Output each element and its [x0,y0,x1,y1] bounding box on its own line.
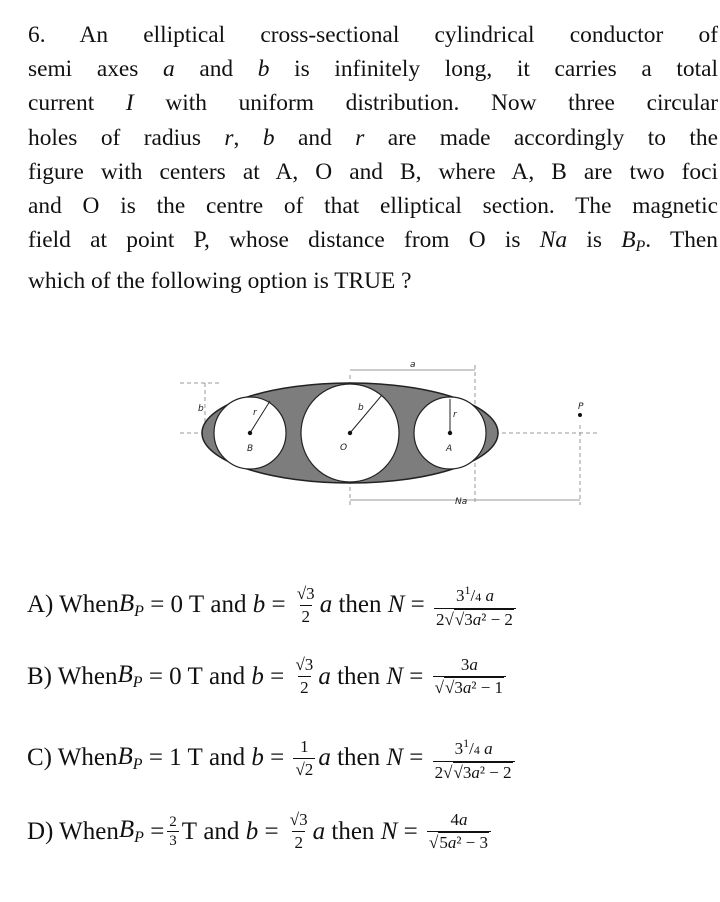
question-line-1: 6. An elliptical cross-sectional cylindrical conductor of [28,22,718,48]
label-b-point: B [247,444,254,454]
label-o: O [340,443,348,453]
option-d[interactable]: D) When $B_P$ = $\frac{2}{3}$ T and b = $\frac{√3}{2}$ a then N = $\frac{4a}{\text{√5a² − 3}}$ [27,810,494,853]
label-a-point: A [446,444,453,454]
option-a[interactable]: A) When $B_P$ = 0 T and b = $\frac{√3}{2}$ a then N = $\frac{3^1/4 a}{\text{2√√3a² − 2}}$ [27,580,519,630]
conductor-figure [160,355,620,515]
question-line-3: current I with uniform distribution. Now three circular [28,90,718,117]
question-line-8: which of the following option is TRUE ? [28,268,412,295]
question-text [28,18,718,299]
question-line-6: and O is the centre of that elliptical section. The magnetic [28,193,718,220]
option-c[interactable]: C) When $B_P$ = 1 T and b = $\frac{1}{√2}$ a then N = $\frac{3^1/4 a}{\text{2√√3a² − 2}}$ [27,733,518,783]
label-b-center: b [358,403,364,413]
label-a: a [410,360,416,370]
question-line-5: figure with centers at A, O and B, where A, B are two foci [28,158,718,185]
question-line-4: holes of radius r, b and r are made accordingly to the [28,124,718,151]
label-na: Na [455,497,468,507]
question-line-7: field at point P, whose distance from O is Na is BP. Then [28,227,719,256]
question-line-2: semi axes a and b is infinitely long, it carries a total [28,56,719,83]
label-b-left: b [198,404,204,414]
label-r-right: r [453,410,457,420]
label-r-left: r [253,408,257,418]
option-b[interactable]: B) When $B_P$ = 0 T and b = $\frac{√3}{2}$ a then N = $\frac{3a}{\text{√√3a² − 1}}$ [27,655,509,698]
label-p: P [578,402,584,412]
